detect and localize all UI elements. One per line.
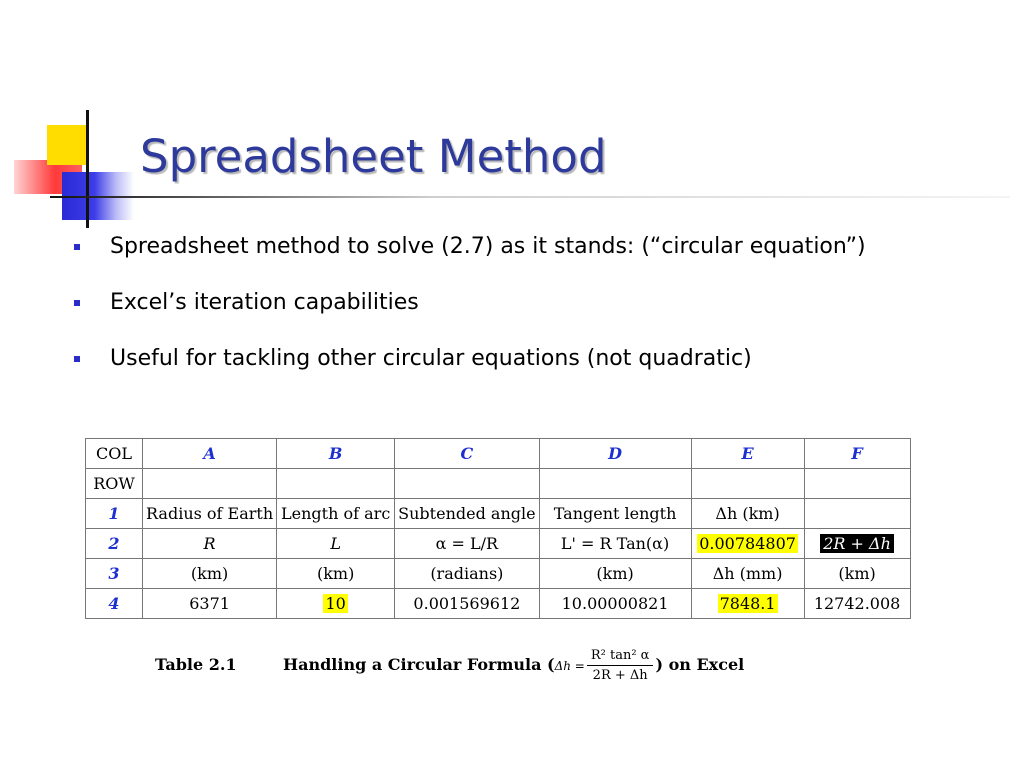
bullet-text: Spreadsheet method to solve (2.7) as it stands: (“circular equation”)	[110, 234, 866, 259]
formula-numerator: R² tan² α	[587, 648, 654, 666]
table-cell	[539, 469, 691, 499]
table-cell: (km)	[539, 559, 691, 589]
row-label-3: 3	[86, 559, 143, 589]
bullet-text: Excel’s iteration capabilities	[110, 290, 419, 315]
table-cell: (km)	[804, 559, 910, 589]
row-label-1: 1	[86, 499, 143, 529]
col-header-b: B	[277, 439, 395, 469]
table-caption	[155, 648, 744, 683]
table-cell: Tangent length	[539, 499, 691, 529]
table-cell: R	[143, 529, 277, 559]
row-label-4: 4	[86, 589, 143, 619]
bullet-text: Useful for tackling other circular equations (not quadratic)	[110, 346, 752, 371]
col-header-f: F	[804, 439, 910, 469]
bullet-item	[72, 284, 866, 340]
table-cell	[277, 589, 395, 619]
corner-row-label: ROW	[86, 469, 143, 499]
formula-fraction	[587, 648, 654, 683]
table-cell	[143, 469, 277, 499]
row-label-2: 2	[86, 529, 143, 559]
table-cell	[395, 469, 539, 499]
table-cell: α = L/R	[395, 529, 539, 559]
table-cell: (km)	[277, 559, 395, 589]
bullet-square-icon	[74, 356, 80, 362]
bullet-list	[72, 228, 866, 396]
table-number: Table 2.1	[155, 655, 237, 674]
col-header-a: A	[143, 439, 277, 469]
table-cell	[691, 469, 804, 499]
formula-lhs: Δh =	[554, 659, 585, 673]
table-cell: Δh (km)	[691, 499, 804, 529]
bullet-square-icon	[74, 244, 80, 250]
col-header-d: D	[539, 439, 691, 469]
table-cell: 6371	[143, 589, 277, 619]
table-cell: Subtended angle	[395, 499, 539, 529]
table-cell: (radians)	[395, 559, 539, 589]
title-underline-wrap	[0, 0, 1024, 240]
table-cell: 10.00000821	[539, 589, 691, 619]
table-cell	[804, 469, 910, 499]
col-header-c: C	[395, 439, 539, 469]
caption-text: Handling a Circular Formula (	[283, 655, 555, 674]
table-row	[86, 499, 911, 529]
table-cell	[691, 529, 804, 559]
table-cell: Radius of Earth	[143, 499, 277, 529]
col-header-e: E	[691, 439, 804, 469]
table-cell: 0.001569612	[395, 589, 539, 619]
table-cell	[277, 469, 395, 499]
highlighted-value: 7848.1	[719, 594, 776, 613]
bullet-square-icon	[74, 300, 80, 306]
table-cell: L' = R Tan(α)	[539, 529, 691, 559]
column-header-row	[86, 439, 911, 469]
formula-cell-selected: 2R + Δh	[820, 534, 894, 553]
table-row	[86, 589, 911, 619]
table-cell: (km)	[143, 559, 277, 589]
highlighted-value: 10	[325, 594, 346, 613]
spreadsheet-table	[85, 438, 911, 619]
title-underline	[50, 196, 1010, 198]
row-header-row	[86, 469, 911, 499]
table-row	[86, 529, 911, 559]
table-cell	[691, 589, 804, 619]
corner-col-label: COL	[86, 439, 143, 469]
bullet-item	[72, 228, 866, 284]
table-cell: L	[277, 529, 395, 559]
table-cell: 12742.008	[804, 589, 910, 619]
highlighted-value: 0.00784807	[699, 534, 796, 553]
table-cell	[804, 499, 910, 529]
table-row	[86, 559, 911, 589]
table-cell: Δh (mm)	[691, 559, 804, 589]
caption-tail: ) on Excel	[655, 655, 745, 674]
bullet-item	[72, 340, 866, 396]
slide-title: Spreadsheet Method	[140, 130, 607, 183]
formula-denominator: 2R + Δh	[592, 668, 648, 683]
table-cell	[804, 529, 910, 559]
table-cell: Length of arc	[277, 499, 395, 529]
